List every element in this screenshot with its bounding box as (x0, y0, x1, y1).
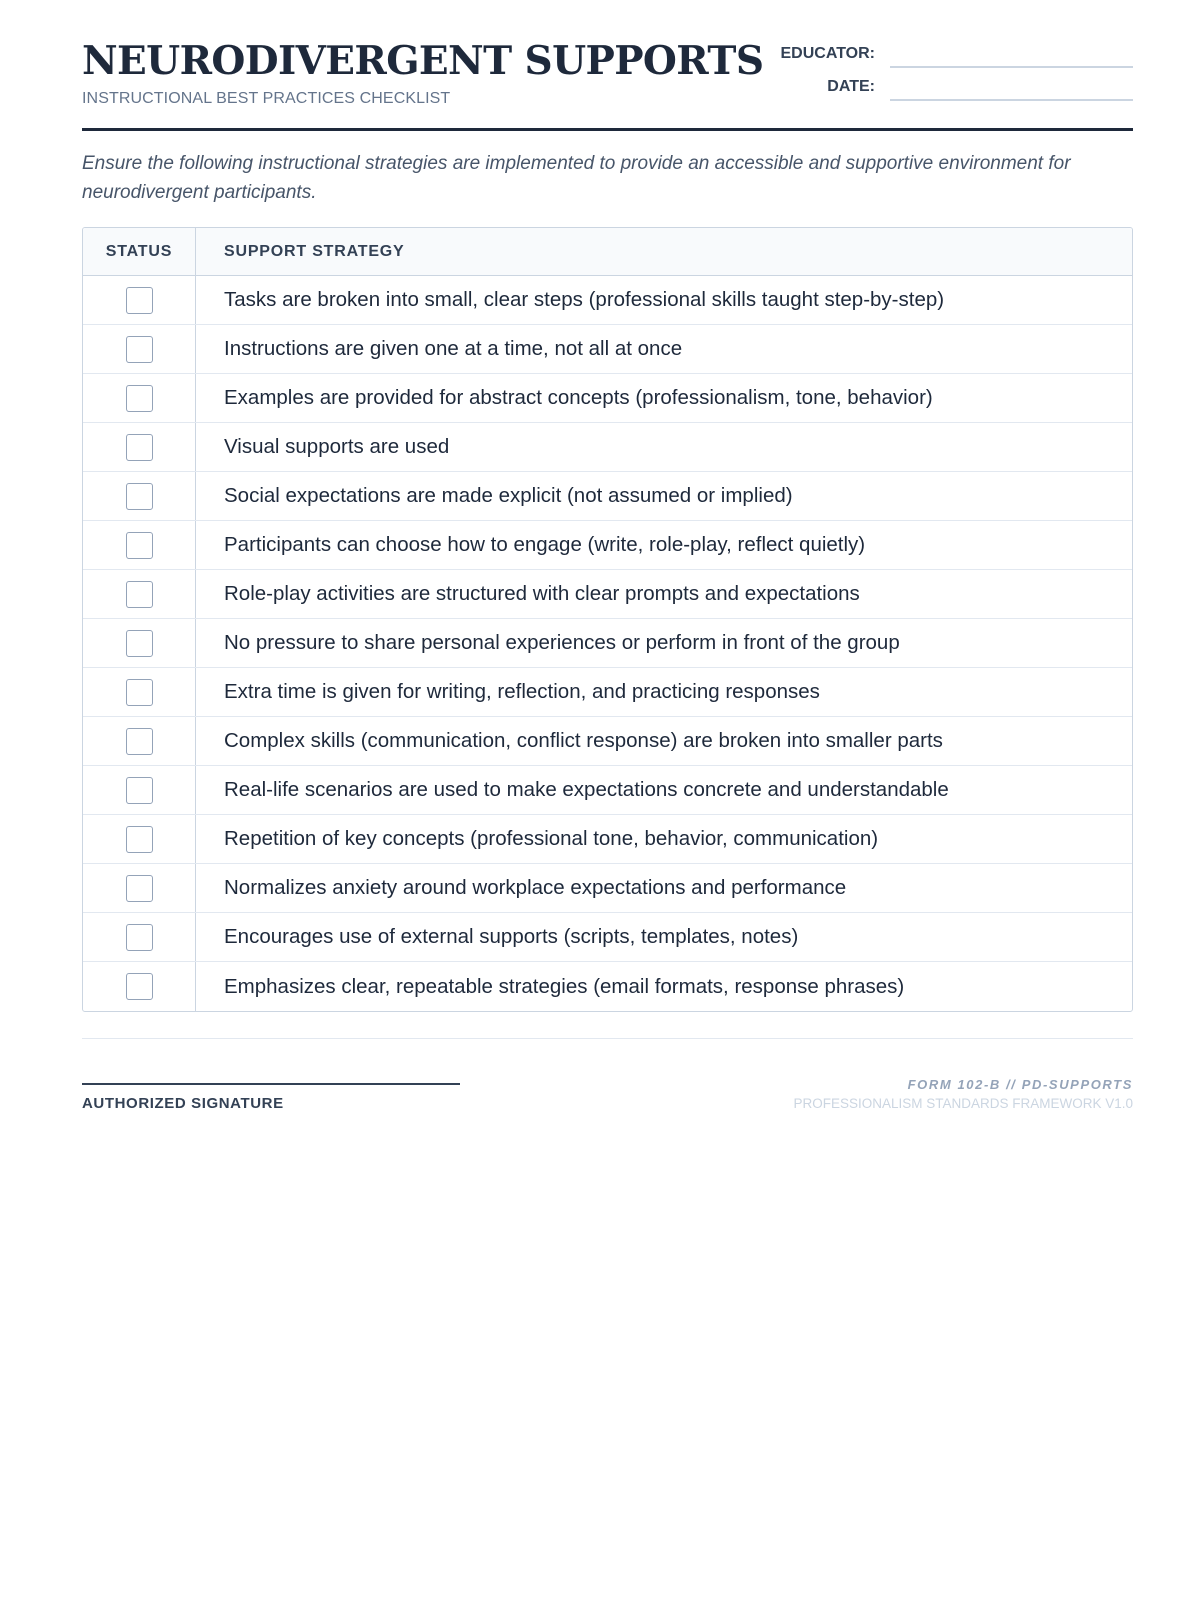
strategy-text: Emphasizes clear, repeatable strategies (email formats, response phrases) (224, 974, 905, 998)
table-row (83, 766, 1132, 815)
status-checkbox[interactable] (126, 287, 153, 314)
strategy-text: Visual supports are used (224, 435, 450, 458)
table-header (83, 228, 1132, 276)
status-cell (83, 570, 196, 618)
status-cell (83, 668, 196, 716)
strategy-column-header: SUPPORT STRATEGY (224, 242, 405, 260)
table-row (83, 913, 1132, 962)
status-checkbox[interactable] (126, 581, 153, 608)
status-cell (83, 913, 196, 961)
strategy-text: Social expectations are made explicit (not assumed or implied) (224, 484, 793, 507)
status-cell (83, 766, 196, 814)
status-cell (83, 864, 196, 912)
strategy-text: No pressure to share personal experiences or perform in front of the group (224, 631, 900, 654)
page-header (82, 0, 1133, 131)
table-row (83, 276, 1132, 325)
strategy-text: Extra time is given for writing, reflection, and practicing responses (224, 680, 820, 703)
educator-field (773, 40, 1133, 70)
status-checkbox[interactable] (126, 630, 153, 657)
strategy-text: Encourages use of external supports (scripts, templates, notes) (224, 925, 799, 948)
table-body (83, 276, 1132, 1011)
status-checkbox[interactable] (126, 973, 153, 1000)
strategy-text: Real-life scenarios are used to make expectations concrete and understandable (224, 778, 949, 801)
table-row (83, 374, 1132, 423)
strategy-text: Normalizes anxiety around workplace expectations and performance (224, 876, 847, 899)
checklist-page (82, 0, 1133, 1112)
table-row (83, 521, 1132, 570)
signature-label: AUTHORIZED SIGNATURE (82, 1095, 284, 1112)
status-cell (83, 815, 196, 863)
status-checkbox[interactable] (126, 875, 153, 902)
strategy-text: Complex skills (communication, conflict response) are broken into smaller parts (224, 729, 943, 752)
strategy-text: Instructions are given one at a time, not all at once (224, 337, 683, 360)
status-checkbox[interactable] (126, 777, 153, 804)
form-id: FORM 102-B // PD-SUPPORTS (907, 1077, 1133, 1092)
strategy-text: Repetition of key concepts (professional tone, behavior, communication) (224, 827, 879, 850)
status-cell (83, 962, 196, 1011)
status-column-header: STATUS (83, 228, 196, 275)
footer-divider (82, 1038, 1133, 1039)
signature-line[interactable] (82, 1083, 460, 1085)
table-row (83, 962, 1132, 1011)
status-checkbox[interactable] (126, 826, 153, 853)
status-cell (83, 276, 196, 324)
status-checkbox[interactable] (126, 483, 153, 510)
status-checkbox[interactable] (126, 434, 153, 461)
educator-input-line[interactable] (890, 66, 1133, 68)
status-cell (83, 325, 196, 373)
strategy-text: Examples are provided for abstract concepts (professionalism, tone, behavior) (224, 386, 933, 409)
table-row (83, 668, 1132, 717)
status-checkbox[interactable] (126, 336, 153, 363)
status-checkbox[interactable] (126, 385, 153, 412)
status-cell (83, 717, 196, 765)
status-checkbox[interactable] (126, 532, 153, 559)
table-row (83, 619, 1132, 668)
status-cell (83, 472, 196, 520)
table-row (83, 717, 1132, 766)
framework-label: PROFESSIONALISM STANDARDS FRAMEWORK V1.0 (793, 1096, 1133, 1111)
status-cell (83, 521, 196, 569)
page-subtitle: INSTRUCTIONAL BEST PRACTICES CHECKLIST (82, 90, 451, 107)
date-input-line[interactable] (890, 99, 1133, 101)
table-row (83, 325, 1132, 374)
status-cell (83, 423, 196, 471)
page-title: NEURODIVERGENT SUPPORTS (82, 38, 764, 84)
strategy-checklist-table (82, 227, 1133, 1012)
table-row (83, 815, 1132, 864)
table-row (83, 423, 1132, 472)
table-row (83, 570, 1132, 619)
educator-label: EDUCATOR: (780, 45, 875, 62)
status-checkbox[interactable] (126, 728, 153, 755)
status-checkbox[interactable] (126, 679, 153, 706)
date-field (773, 73, 1133, 103)
strategy-text: Role-play activities are structured with clear prompts and expectations (224, 582, 860, 605)
status-cell (83, 619, 196, 667)
table-row (83, 864, 1132, 913)
status-cell (83, 374, 196, 422)
status-checkbox[interactable] (126, 924, 153, 951)
strategy-text: Participants can choose how to engage (write, role-play, reflect quietly) (224, 533, 866, 556)
strategy-text: Tasks are broken into small, clear steps (professional skills taught step-by-step) (224, 288, 945, 311)
table-row (83, 472, 1132, 521)
intro-text: Ensure the following instructional strategies are implemented to provide an accessible and supportive environment for neurodivergent participants. (82, 153, 1071, 203)
date-label: DATE: (827, 78, 875, 95)
